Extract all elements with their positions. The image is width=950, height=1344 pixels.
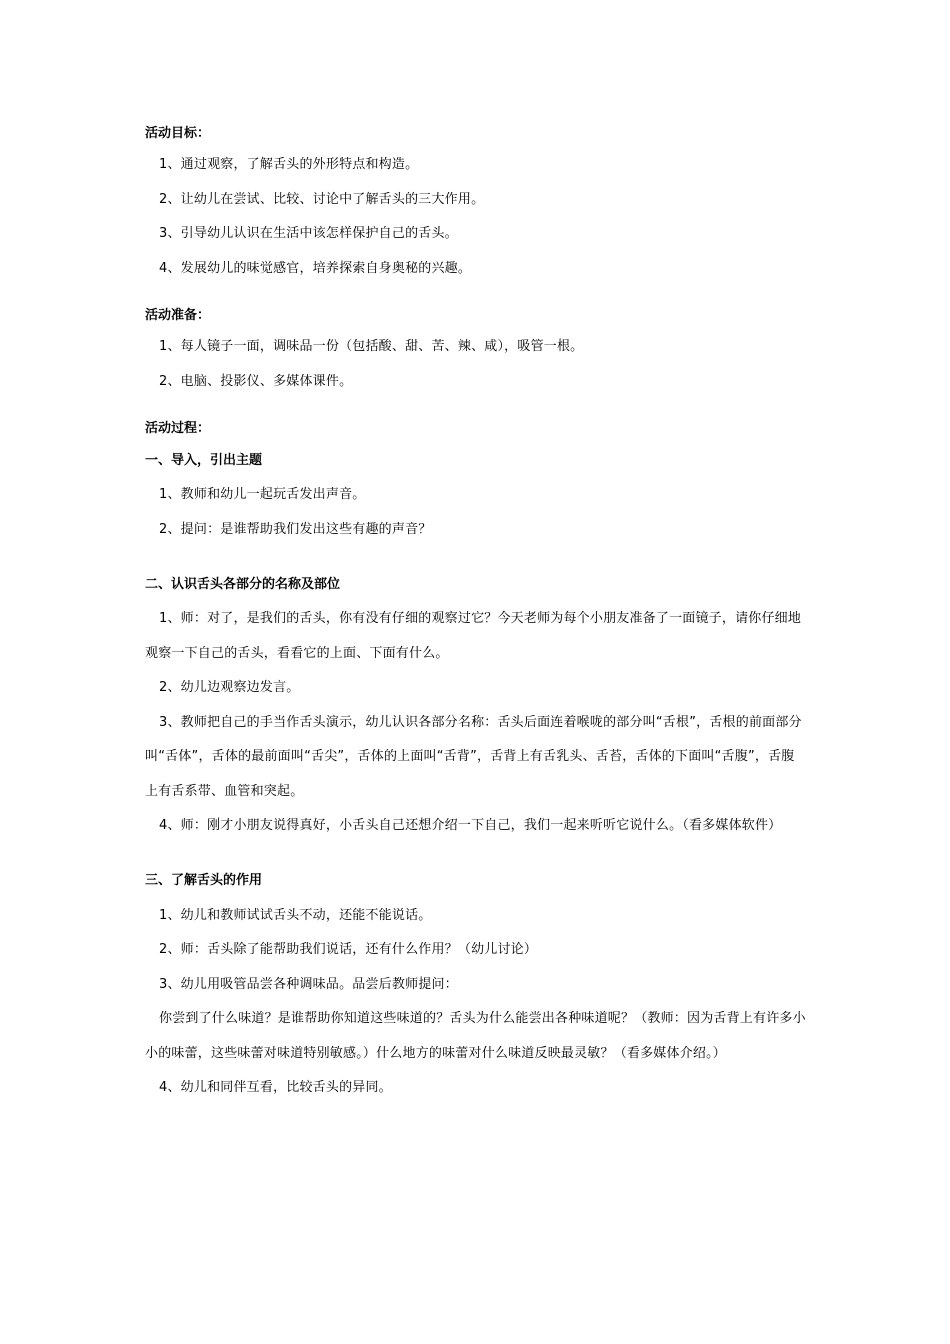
part2-item: 3、教师把自己的手当作舌头演示，幼儿认识各部分名称：舌头后面连着喉咙的部分叫“舌根”，舌根的前面部分叫“舌体”，舌体的最前面叫“舌尖”，舌体的上面叫“舌背”，舌背上有舌乳头、舌苔，舌体的下面叫“舌腹”，舌腹上有舌系带、血管和突起。 bbox=[145, 714, 802, 799]
goals-heading: 活动目标： bbox=[145, 126, 211, 141]
section-spacer bbox=[145, 547, 807, 567]
part2-title: 二、认识舌头各部分的名称及部位 bbox=[145, 576, 341, 592]
goal-item: 2、让幼儿在尝试、比较、讨论中了解舌头的三大作用。 bbox=[159, 191, 485, 207]
part3-item: 3、幼儿用吸管品尝各种调味品。品尝后教师提问： bbox=[159, 976, 458, 992]
prep-heading: 活动准备： bbox=[145, 308, 211, 323]
goal-item: 3、引导幼儿认识在生活中该怎样保护自己的舌头。 bbox=[159, 226, 458, 241]
part2-item: 1、师：对了，是我们的舌头，你有没有仔细的观察过它？今天老师为每个小朋友准备了一面镜子，请你仔细地观察一下自己的舌头，看看它的上面、下面有什么。 bbox=[145, 611, 802, 661]
prep-item: 2、电脑、投影仪、多媒体课件。 bbox=[159, 373, 353, 389]
part3-item: 1、幼儿和教师试试舌头不动，还能不能说话。 bbox=[159, 907, 432, 923]
part1-title: 一、导入，引出主题 bbox=[145, 452, 263, 468]
goal-item: 4、发展幼儿的味觉感官，培养探索自身奥秘的兴趣。 bbox=[159, 260, 472, 276]
part3-item: 2、师：舌头除了能帮助我们说话，还有什么作用？（幼儿讨论） bbox=[159, 942, 538, 957]
section-spacer bbox=[145, 844, 807, 864]
part2-item: 2、幼儿边观察边发言。 bbox=[159, 680, 300, 695]
prep-item: 1、每人镜子一面，调味品一份（包括酸、甜、苦、辣、咸），吸管一根。 bbox=[159, 339, 584, 354]
part3-item: 你尝到了什么味道？是谁帮助你知道这些味道的？舌头为什么能尝出各种味道呢？（教师：因为舌背上有许多小小的味蕾，这些味蕾对味道特别敏感。）什么地方的味蕾对什么味道反映最灵敏？（看多媒体介绍。） bbox=[145, 1011, 806, 1061]
part2-item: 4、师：刚才小朋友说得真好，小舌头自己还想介绍一下自己，我们一起来听听它说什么。（看多媒体软件） bbox=[159, 818, 782, 833]
part1-item: 2、提问：是谁帮助我们发出这些有趣的声音？ bbox=[159, 521, 432, 537]
document-page bbox=[145, 124, 807, 1106]
section-spacer bbox=[145, 286, 807, 306]
process-heading: 活动过程： bbox=[145, 421, 211, 436]
part1-item: 1、教师和幼儿一起玩舌发出声音。 bbox=[159, 487, 366, 502]
section-spacer bbox=[145, 399, 807, 419]
part3-title: 三、了解舌头的作用 bbox=[145, 873, 263, 888]
goal-item: 1、通过观察，了解舌头的外形特点和构造。 bbox=[159, 157, 419, 172]
part3-item: 4、幼儿和同伴互看，比较舌头的异同。 bbox=[159, 1080, 392, 1095]
